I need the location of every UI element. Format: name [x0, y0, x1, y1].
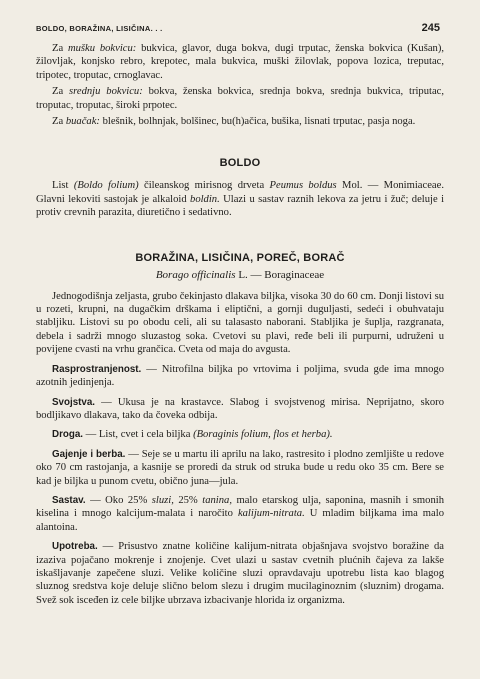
- running-head: [36, 22, 444, 40]
- synonyms-list: [36, 42, 444, 128]
- boldo-paragraph: List (Boldo folium) čileanskog mirisnog drveta Peumus boldus Mol. — Monimiaceae. Glavni lekoviti sastojak je alkaloid boldin. Ulazi u sastav raznih lekova za jetru i žuč; deluje i protiv crevnih parazita, diuretično i sedativno.: [36, 180, 445, 219]
- section-heading-borage: BORAŽINA, LISIČINA, POREČ, BORAČ: [135, 251, 345, 264]
- usage-label: Upotreba.: [52, 541, 98, 553]
- drug-paragraph: Droga. — List, cvet i cela biljka (Boraginis folium, flos et herba).: [52, 429, 333, 441]
- distribution-label: Rasprostranjenost.: [52, 363, 142, 375]
- botanical-name: Borago officinalis L. — Boraginaceae: [155, 268, 325, 281]
- synonyms-paragraph: Za buačak: blešnik, bolhnjak, bolšinec, bu(h)ačica, bušika, lisnati trputac, pasja noga.: [52, 116, 416, 128]
- description-paragraph: Jednogodišnja zeljasta, grubo čekinjasto dlakava biljka, visoka 30 do 60 cm. Donji listovi su u rozeti, krupni, na dugačkim drškama i eliptični, a gornji duguljasti, sedeći i obuhvataju stabljiku. Listovi su po obodu celi, ali su talasasto naborani. Stabljika je šupljа, razgranata, debela i sadrži mnogo sluzastog soka. Cvetovi su plavi, ređe beli ili purpurni, udruženi u povijene cvasti na vrhu grančica. Cveta od maja do avgusta.: [36, 290, 444, 356]
- usage-paragraph: Upotreba. — Prisustvo znatne količine kalijum-nitrata objašnjava svojstvo boražine da izaziva pojačano mokrenje i znojenje. Cvet ulazi u sastav cvetnih plućnih čajeva za lakše iskašljavanje zapečene sluzi. Velike količine sluzi opravdavaju upotrebu lista kao blagog sluznog sredstva koje deluje slično belom slezu i drugim mucilaginoznim (sluznim) drogama. Svež sok isceđen iz cele biljke ubrzava izbacivanje hlorida iz organizma.: [36, 541, 444, 606]
- composition-label: Sastav.: [52, 494, 86, 506]
- cultivation-paragraph: Gajenje i berba. — Seje se u martu ili aprilu na lako, rastresito i plodno zemljište u redove oko 70 cm rastojanja, a kasnije se proredi da struk od struka bude u redu oko 35 cm. Bere se kad je biljka u punom cvetu, obično juna—jula.: [36, 448, 444, 487]
- page-number: 245: [421, 22, 440, 34]
- synonyms-paragraph: Za mušku bokvicu: bukvica, glavor, duga bokva, dugi trputac, ženska bokvica (Kušan), žilovljak, konjsko rebro, krepotec, mala bukvica, muški žilovlak, popova lozica, treputac, tripotec, troputac, crnoglavac.: [36, 43, 444, 81]
- composition-paragraph: Sastav. — Oko 25% sluzi, 25% tanina, malo etarskog ulja, saponina, masnih i smonih kiselina i mnogo kalcijum-malata i naročito kalijum-nitrata. U mladim biljkama ima malo alantoina.: [36, 494, 444, 533]
- drug-label: Droga.: [52, 429, 84, 441]
- distribution-paragraph: Rasprostranjenost. — Nitrofilna biljka po vrtovima i poljima, svuda gde ima mnogo azotnih jedinjenja.: [36, 363, 444, 389]
- running-title: BOLDO, BORAŽINA, LISIČINA. . .: [36, 24, 163, 33]
- synonyms-paragraph: Za srednju bokvicu: bokva, ženska bokvica, srednja bokva, srednja bukvica, triputac, troputac, troputac, široki prpotec.: [36, 86, 445, 111]
- section-heading-boldo: BOLDO: [219, 157, 261, 170]
- properties-label: Svojstva.: [52, 396, 96, 408]
- cultivation-label: Gajenje i berba.: [52, 448, 126, 460]
- properties-paragraph: Svojstva. — Ukusa je na krastavce. Slabog i svojstvenog mirisa. Neprijatno, skoro bodljikavo dlakava, tako da čoveka odbija.: [36, 396, 444, 421]
